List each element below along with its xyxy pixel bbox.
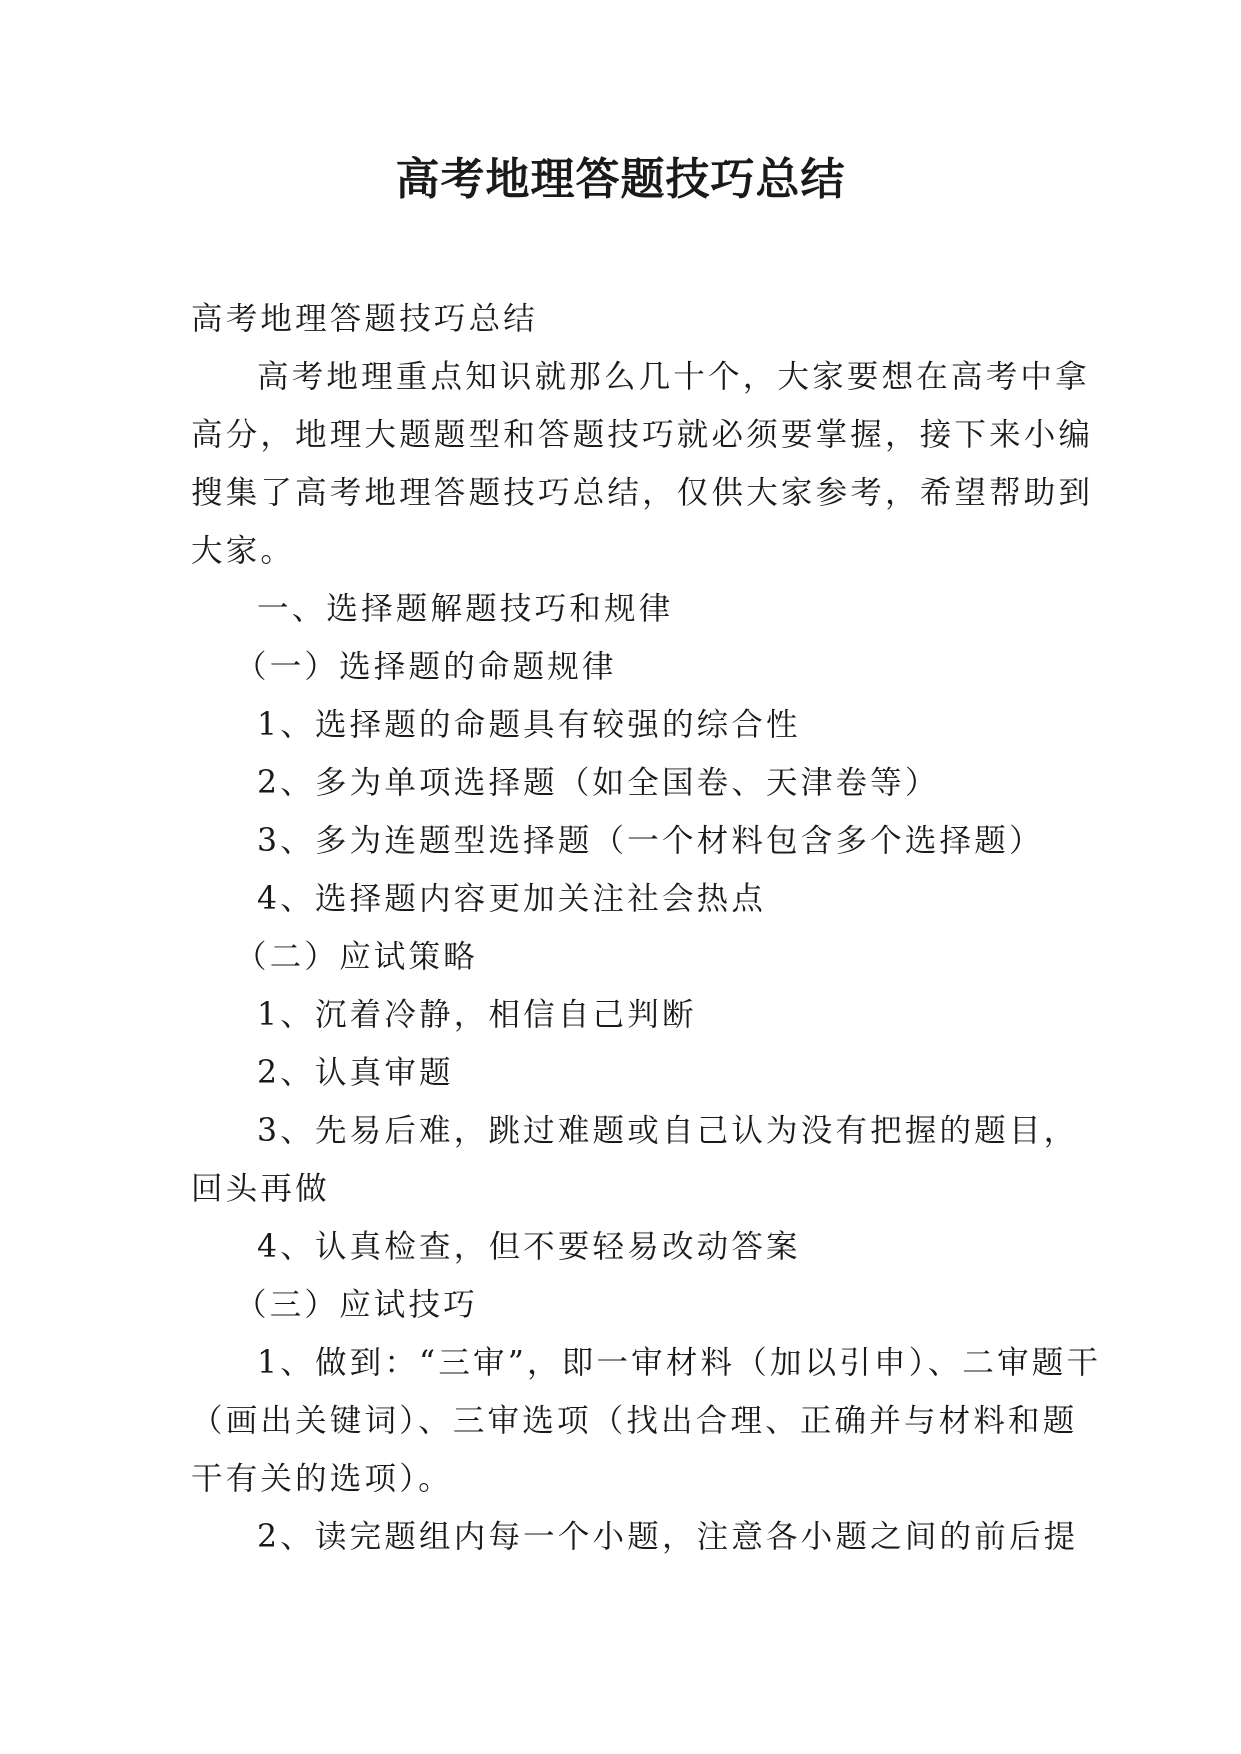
list-item: 2、认真审题 [257,1055,454,1091]
section-heading: 一、选择题解题技巧和规律 [257,591,674,627]
body-line: （画出关键词）、三审选项（找出合理、正确并与材料和题 [191,1403,1078,1439]
body-line: 高分，地理大题题型和答题技巧就必须要掌握，接下来小编 [191,417,1094,453]
subsection-heading: （三）应试技巧 [235,1287,478,1323]
body-line: 回头再做 [191,1171,330,1207]
body-line: 高考地理重点知识就那么几十个，大家要想在高考中拿 [257,359,1090,395]
document-title: 高考地理答题技巧总结 [395,154,846,205]
list-item: 3、先易后难，跳过难题或自己认为没有把握的题目， [257,1113,1079,1149]
list-item: 1、做到：“三审”，即一审材料（加以引申）、二审题干 [257,1345,1102,1381]
body-line: 大家。 [191,533,296,569]
body-line: 高考地理答题技巧总结 [191,301,539,337]
subsection-heading: （一）选择题的命题规律 [235,649,617,685]
body-line: 搜集了高考地理答题技巧总结，仅供大家参考，希望帮助到 [191,475,1094,511]
list-item: 1、沉着冷静，相信自己判断 [257,997,697,1033]
list-item: 3、多为连题型选择题（一个材料包含多个选择题） [257,823,1044,859]
list-item: 2、多为单项选择题（如全国卷、天津卷等） [257,765,940,801]
subsection-heading: （二）应试策略 [235,939,478,975]
list-item: 4、选择题内容更加关注社会热点 [257,881,767,917]
list-item: 2、读完题组内每一个小题，注意各小题之间的前后提 [257,1519,1079,1555]
list-item: 1、选择题的命题具有较强的综合性 [257,707,801,743]
list-item: 4、认真检查，但不要轻易改动答案 [257,1229,801,1265]
body-line: 干有关的选项）。 [191,1461,453,1497]
document-body [191,290,1102,1566]
